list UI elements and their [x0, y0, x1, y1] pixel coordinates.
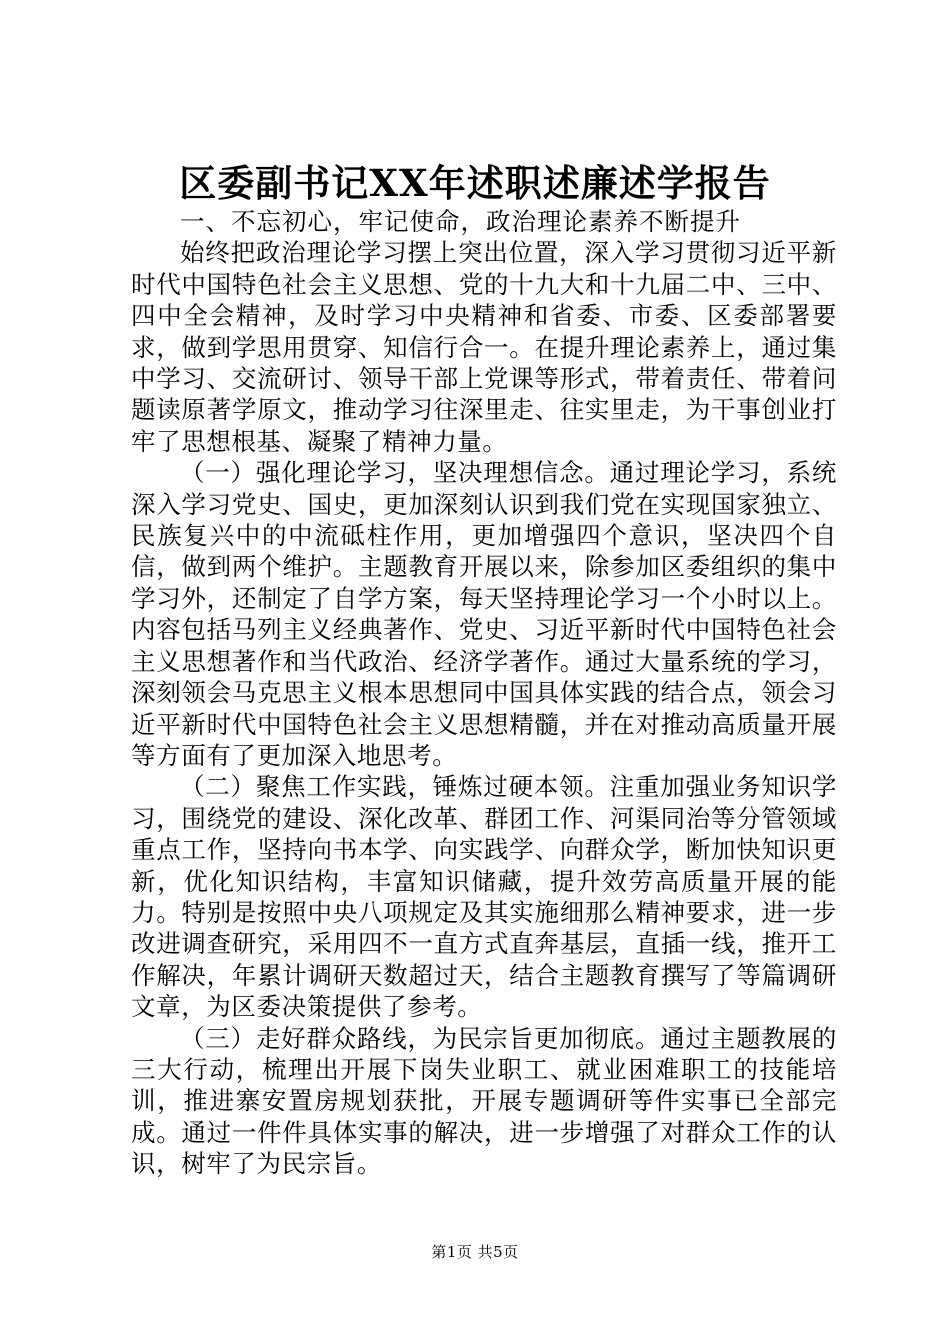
page-footer: 第1页 共5页	[431, 1243, 519, 1261]
document-title: 区委副书记XX年述职述廉述学报告	[179, 161, 771, 205]
document-body	[131, 206, 837, 1180]
section-heading: 一、不忘初心，牢记使命，政治理论素养不断提升	[180, 207, 741, 236]
paragraph-theory-study: （一）强化理论学习，坚决理想信念。通过理论学习，系统深入学习党史、国史，更加深刻认识到我们党在实现国家独立、民族复兴中的中流砥柱作用，更加增强四个意识，坚决四个自信，做到两个维护。主题教育开展以来，除参加区委组织的集中学习外，还制定了自学方案，每天坚持理论学习一个小时以上。内容包括马列主义经典著作、党史、习近平新时代中国特色社会主义思想著作和当代政治、经济学著作。通过大量系统的学习，深刻领会马克思主义根本思想同中国具体实践的结合点，领会习近平新时代中国特色社会主义思想精髓，并在对推动高质量开展等方面有了更加深入地思考。	[131, 458, 837, 770]
paragraph-intro: 始终把政治理论学习摆上突出位置，深入学习贯彻习近平新时代中国特色社会主义思想、党的十九大和十九届二中、三中、四中全会精神，及时学习中央精神和省委、市委、区委部署要求，做到学思用贯穿、知信行合一。在提升理论素养上，通过集中学习、交流研讨、领导干部上党课等形式，带着责任、带着问题读原著学原文，推动学习往深里走、往实里走，为干事创业打牢了思想根基、凝聚了精神力量。	[131, 238, 837, 456]
paragraph-mass-line: （三）走好群众路线，为民宗旨更加彻底。通过主题教展的三大行动，梳理出开展下岗失业职工、就业困难职工的技能培训，推进寨安置房规划获批，开展专题调研等件实事已全部完成。通过一件件具体实事的解决，进一步增强了对群众工作的认识，树牢了为民宗旨。	[131, 1023, 837, 1179]
paragraph-work-practice: （二）聚焦工作实践，锤炼过硬本领。注重加强业务知识学习，围绕党的建设、深化改革、群团工作、河渠同治等分管领域重点工作，坚持向书本学、向实践学、向群众学，断加快知识更新，优化知识结构，丰富知识储藏，提升效劳高质量开展的能力。特别是按照中央八项规定及其实施细那么精神要求，进一步改进调查研究，采用四不一直方式直奔基层，直插一线，推开工作解决，年累计调研天数超过天，结合主题教育撰写了等篇调研文章，为区委决策提供了参考。	[131, 772, 837, 1022]
